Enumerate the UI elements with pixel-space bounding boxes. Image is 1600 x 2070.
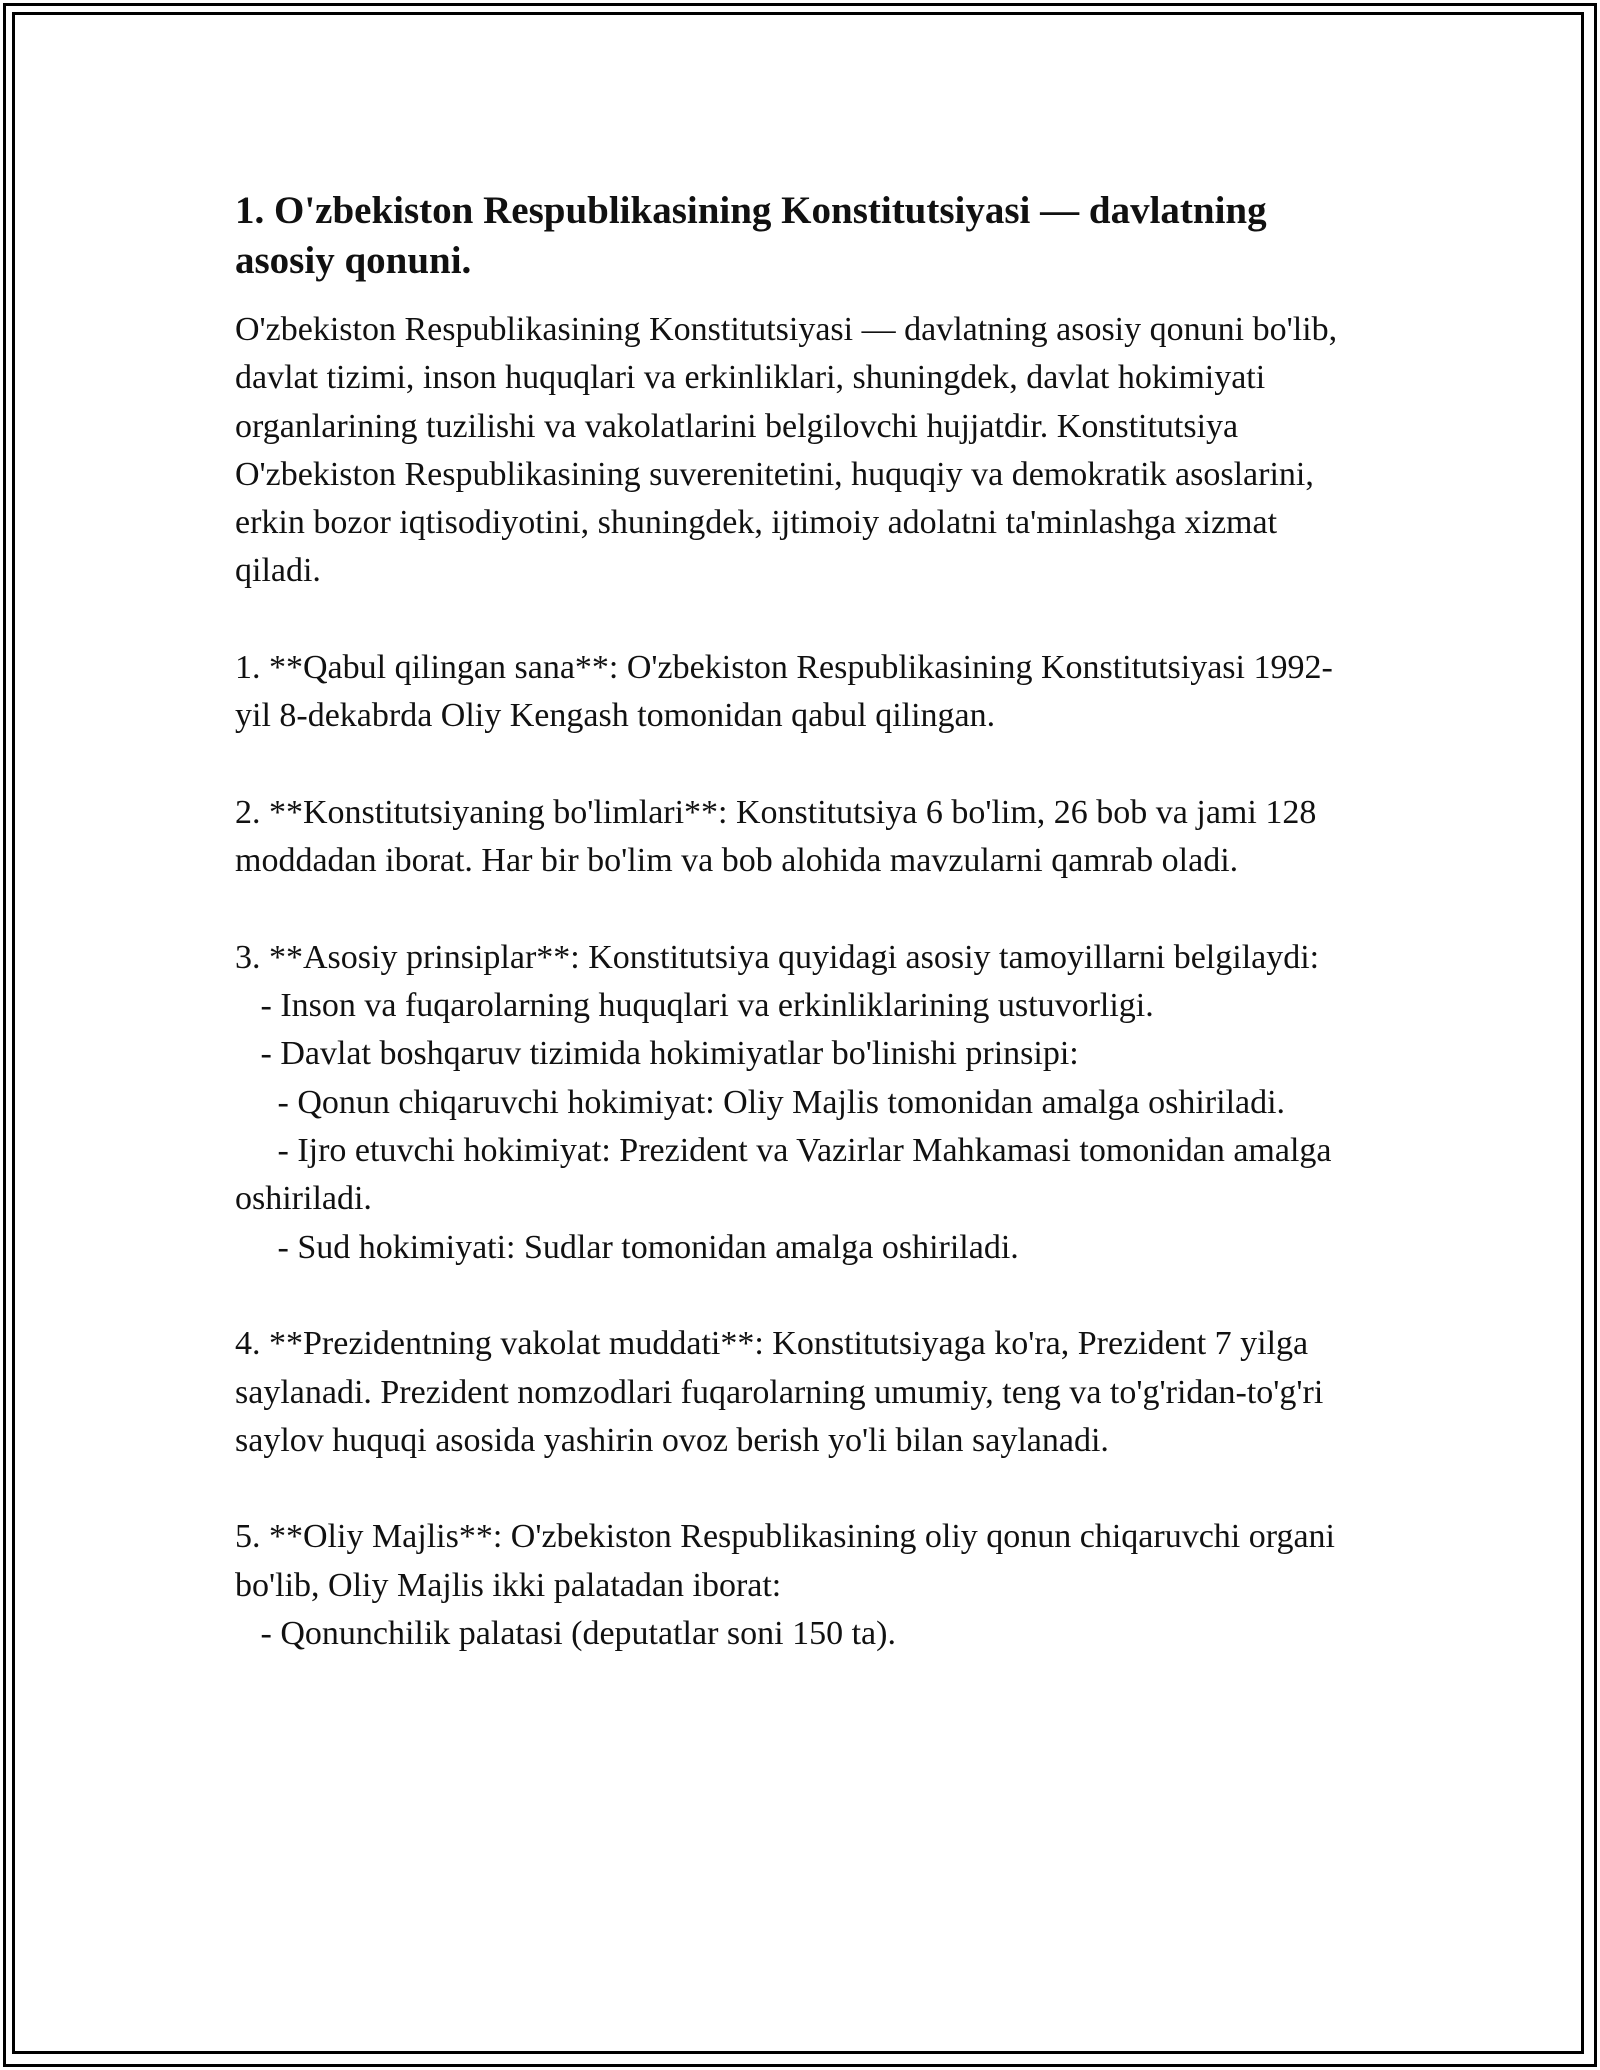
list-item-oliy-majlis: 5. **Oliy Majlis**: O'zbekiston Respublikasining oliy qonun chiqaruvchi organi bo'lib, Oliy Majlis ikki palatadan iborat: - Qonunchilik palatasi (deputatlar soni 150 ta).	[235, 1518, 1336, 1653]
document-title: 1. O'zbekiston Respublikasining Konstitutsiyasi — davlatning asosiy qonuni.	[235, 189, 1267, 282]
document-body	[235, 186, 1360, 1658]
list-item-principles: 3. **Asosiy prinsiplar**: Konstitutsiya quyidagi asosiy tamoyillarni belgilaydi: - Inson va fuqarolarning huquqlari va erkinliklarining ustuvorligi. - Davlat boshqaruv tizimida hokimiyatlar bo'linishi prinsipi: - Qonun chiqaruvchi hokimiyat: Oliy Majlis tomonidan amalga oshiriladi. - Ijro etuvchi hokimiyat: Prezident va Vazirlar Mahkamasi tomonidan amalga oshiriladi. - Sud hokimiyati: Sudlar tomonidan amalga oshiriladi.	[235, 938, 1332, 1266]
list-item-sections: 2. **Konstitutsiyaning bo'limlari**: Konstitutsiya 6 bo'lim, 26 bob va jami 128 moddadan iborat. Har bir bo'lim va bob alohida mavzularni qamrab oladi.	[235, 793, 1325, 880]
document-text	[235, 306, 1360, 1658]
list-item-adoption-date: 1. **Qabul qilingan sana**: O'zbekiston Respublikasining Konstitutsiyasi 1992-yil 8-dekabrda Oliy Kengash tomonidan qabul qilingan.	[235, 649, 1333, 735]
list-item-president-term: 4. **Prezidentning vakolat muddati**: Konstitutsiyaga ko'ra, Prezident 7 yilga saylanadi. Prezident nomzodlari fuqarolarning umumiy, teng va to'g'ridan-to'g'ri saylov huquqi asosida yashirin ovoz berish yo'li bilan saylanadi.	[235, 1325, 1332, 1459]
intro-paragraph: O'zbekiston Respublikasining Konstitutsiyasi — davlatning asosiy qonuni bo'lib, davlat tizimi, inson huquqlari va erkinliklari, shuningdek, davlat hokimiyati organlarining tuzilishi va vakolatlarini belgilovchi hujjatdir. Konstitutsiya O'zbekiston Respublikasining suverenitetini, huquqiy va demokratik asoslarini, erkin bozor iqtisodiyotini, shuningdek, ijtimoiy adolatni ta'minlashga xizmat qiladi.	[235, 311, 1346, 590]
